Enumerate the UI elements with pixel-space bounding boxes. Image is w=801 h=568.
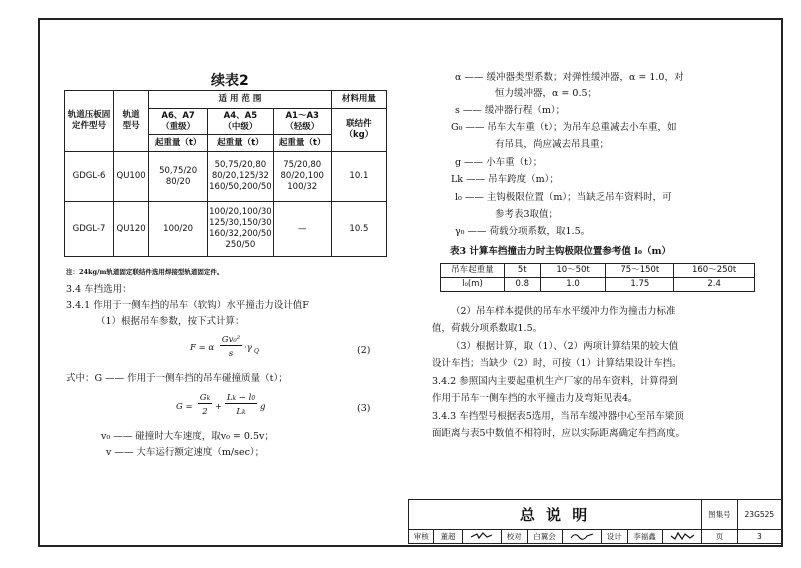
eq3-num1: Gk <box>199 393 211 403</box>
cell-medium: 100/20,100/30 125/30,150/30 160/32,200/50 250/50 <box>208 202 274 257</box>
table3 <box>440 263 755 292</box>
eq3-g: g <box>260 402 266 412</box>
def-g0-1: G₀ —— 吊车大车重（t）；为吊车总重减去小车重，如 <box>451 122 677 133</box>
t3-header: 5t <box>504 264 540 278</box>
cell-heavy: 100/20 <box>149 202 208 257</box>
def-g: g —— 小车重（t）； <box>455 157 543 168</box>
th-rail: 轨道型号 <box>114 91 149 152</box>
t3-cell: 1.75 <box>606 278 674 292</box>
cell-connector: 10.1 <box>331 152 386 202</box>
th-clamp: 轨道压板固定件型号 <box>65 91 114 152</box>
def-s: s —— 缓冲器行程（m）； <box>455 105 566 116</box>
section-3-4-2-2: 作用于吊车一侧车挡的水平撞击力及弯矩见表4。 <box>432 393 638 404</box>
def-l0-1: l₀ —— 主钩极限位置（m）；当缺乏吊车资料时，可 <box>455 192 672 203</box>
eq3-lhs: G = <box>176 402 193 412</box>
table2-title: 续表2 <box>211 73 249 89</box>
reviewer-signature <box>462 530 502 544</box>
review-label: 审核 <box>409 530 434 544</box>
equation-3-number: (3) <box>357 403 371 414</box>
page-number: 3 <box>737 530 781 544</box>
th-light: A1～A3（轻级） <box>273 109 331 135</box>
th-load: 起重量（t） <box>208 135 274 152</box>
design-label: 设计 <box>602 530 627 544</box>
designer-name: 李福鑫 <box>627 530 662 544</box>
designer-signature <box>662 530 702 544</box>
th-load: 起重量（t） <box>273 135 331 152</box>
def-gamma: γ₀ —— 荷载分项系数，取1.5。 <box>455 226 591 237</box>
eq3-plus: + <box>215 402 223 412</box>
def-l0-2: 参考表3取值； <box>495 209 559 220</box>
table-row <box>65 152 387 202</box>
equation-3 <box>176 393 276 425</box>
cell-rail: QU120 <box>114 202 149 257</box>
eq2-numerator: Gv₀² <box>221 335 241 345</box>
cell-heavy: 50,75/20 80/20 <box>149 152 208 202</box>
eq2-denominator: s <box>228 349 234 359</box>
para-2-1: （2）吊车样本提供的吊车水平缓冲力作为撞击力标准 <box>451 306 676 317</box>
section-3-4-2-1: 3.4.2 参照国内主要起重机生产厂家的吊车资料，计算得到 <box>432 376 678 387</box>
table2-note: 注：24kg/m轨道固定联结件选用焊接型轨道固定件。 <box>66 268 224 276</box>
t3-cell: 1.0 <box>540 278 606 292</box>
eq2-rhs: ·γ <box>244 343 252 353</box>
reviewer-name: 董超 <box>434 530 462 544</box>
table2 <box>64 90 387 257</box>
drawing-title: 总 说 明 <box>409 500 702 530</box>
where-g: 式中：G —— 作用于一侧车挡的吊车碰撞质量（t）； <box>66 373 288 384</box>
para-3-1: （3）根据计算，取（1）、（2）两项计算结果的较大值 <box>451 341 679 352</box>
para-3-2: 设计车挡；当缺少（2）时，可按（1）计算结果设计车挡。 <box>432 358 682 369</box>
def-g0-2: 有吊具，尚应减去吊具重； <box>495 139 610 150</box>
table-row <box>65 202 387 257</box>
table3-title: 表3 计算车挡撞击力时主钩极限位置参考值 l₀（m） <box>450 246 672 257</box>
para-1: （1）根据吊车参数，按下式计算： <box>96 316 245 327</box>
eq3-num2: Lk − l0 <box>226 393 256 403</box>
cell-connector: 10.5 <box>331 202 386 257</box>
para-2-2: 值，荷载分项系数取1.5。 <box>432 323 543 334</box>
t3-cell: 0.8 <box>504 278 540 292</box>
section-3-4-1: 3.4.1 作用于一侧车挡的吊车（软钩）水平撞击力设计值F <box>66 300 309 311</box>
t3-header: 160～250t <box>674 264 755 278</box>
t3-header: 10～50t <box>540 264 606 278</box>
th-medium: A4、A5（中级） <box>208 109 274 135</box>
equation-2-number: (2) <box>357 345 371 356</box>
t3-header: 75～150t <box>606 264 674 278</box>
cell-light: — <box>273 202 331 257</box>
th-connector: 联结件（kg） <box>331 109 386 152</box>
cell-rail: QU100 <box>114 152 149 202</box>
eq3-den2: Lk <box>236 407 246 417</box>
cell-medium: 50,75/20,80 80/20,125/32 160/50,200/50 <box>208 152 274 202</box>
th-load: 起重量（t） <box>149 135 208 152</box>
eq2-sub: Q <box>254 348 259 355</box>
th-scope: 适 用 范 围 <box>149 91 332 109</box>
table-row <box>441 278 755 292</box>
section-3-4-3-2: 面距离与表5中数值不相符时，应以实际距离确定车挡高度。 <box>432 428 686 439</box>
title-block <box>408 499 782 544</box>
def-alpha-2: 恒力缓冲器，α = 0.5； <box>495 88 598 99</box>
t3-cell: l₀(m) <box>441 278 505 292</box>
check-label: 校对 <box>502 530 527 544</box>
def-lk: Lk —— 吊车跨度（m）； <box>451 174 559 185</box>
eq2-lhs: F = α <box>190 343 215 353</box>
t3-header: 吊车起重量 <box>441 264 505 278</box>
cell-light: 75/20,80 80/20,100 100/32 <box>273 152 331 202</box>
cell-clamp: GDGL-7 <box>65 202 114 257</box>
checker-name: 白翼会 <box>527 530 562 544</box>
cell-clamp: GDGL-6 <box>65 152 114 202</box>
atlas-number: 23G525 <box>737 500 781 530</box>
th-heavy: A6、A7（重级） <box>149 109 208 135</box>
page-label: 页 <box>702 530 738 544</box>
def-v0: v₀ —— 碰撞时大车速度，取v₀ = 0.5v； <box>101 431 274 442</box>
section-3-4-3-1: 3.4.3 车挡型号根据表5选用，当吊车缓冲器中心至吊车梁顶 <box>432 411 684 422</box>
section-3-4: 3.4 车挡选用： <box>66 284 132 295</box>
th-material: 材料用量 <box>331 91 386 109</box>
t3-cell: 2.4 <box>674 278 755 292</box>
checker-signature <box>562 530 602 544</box>
def-alpha-1: α —— 缓冲器类型系数；对弹性缓冲器，α = 1.0，对 <box>455 72 684 83</box>
atlas-label: 图集号 <box>702 500 738 530</box>
def-v: v —— 大车运行额定速度（m/sec）； <box>106 447 265 458</box>
eq3-den1: 2 <box>202 407 208 417</box>
